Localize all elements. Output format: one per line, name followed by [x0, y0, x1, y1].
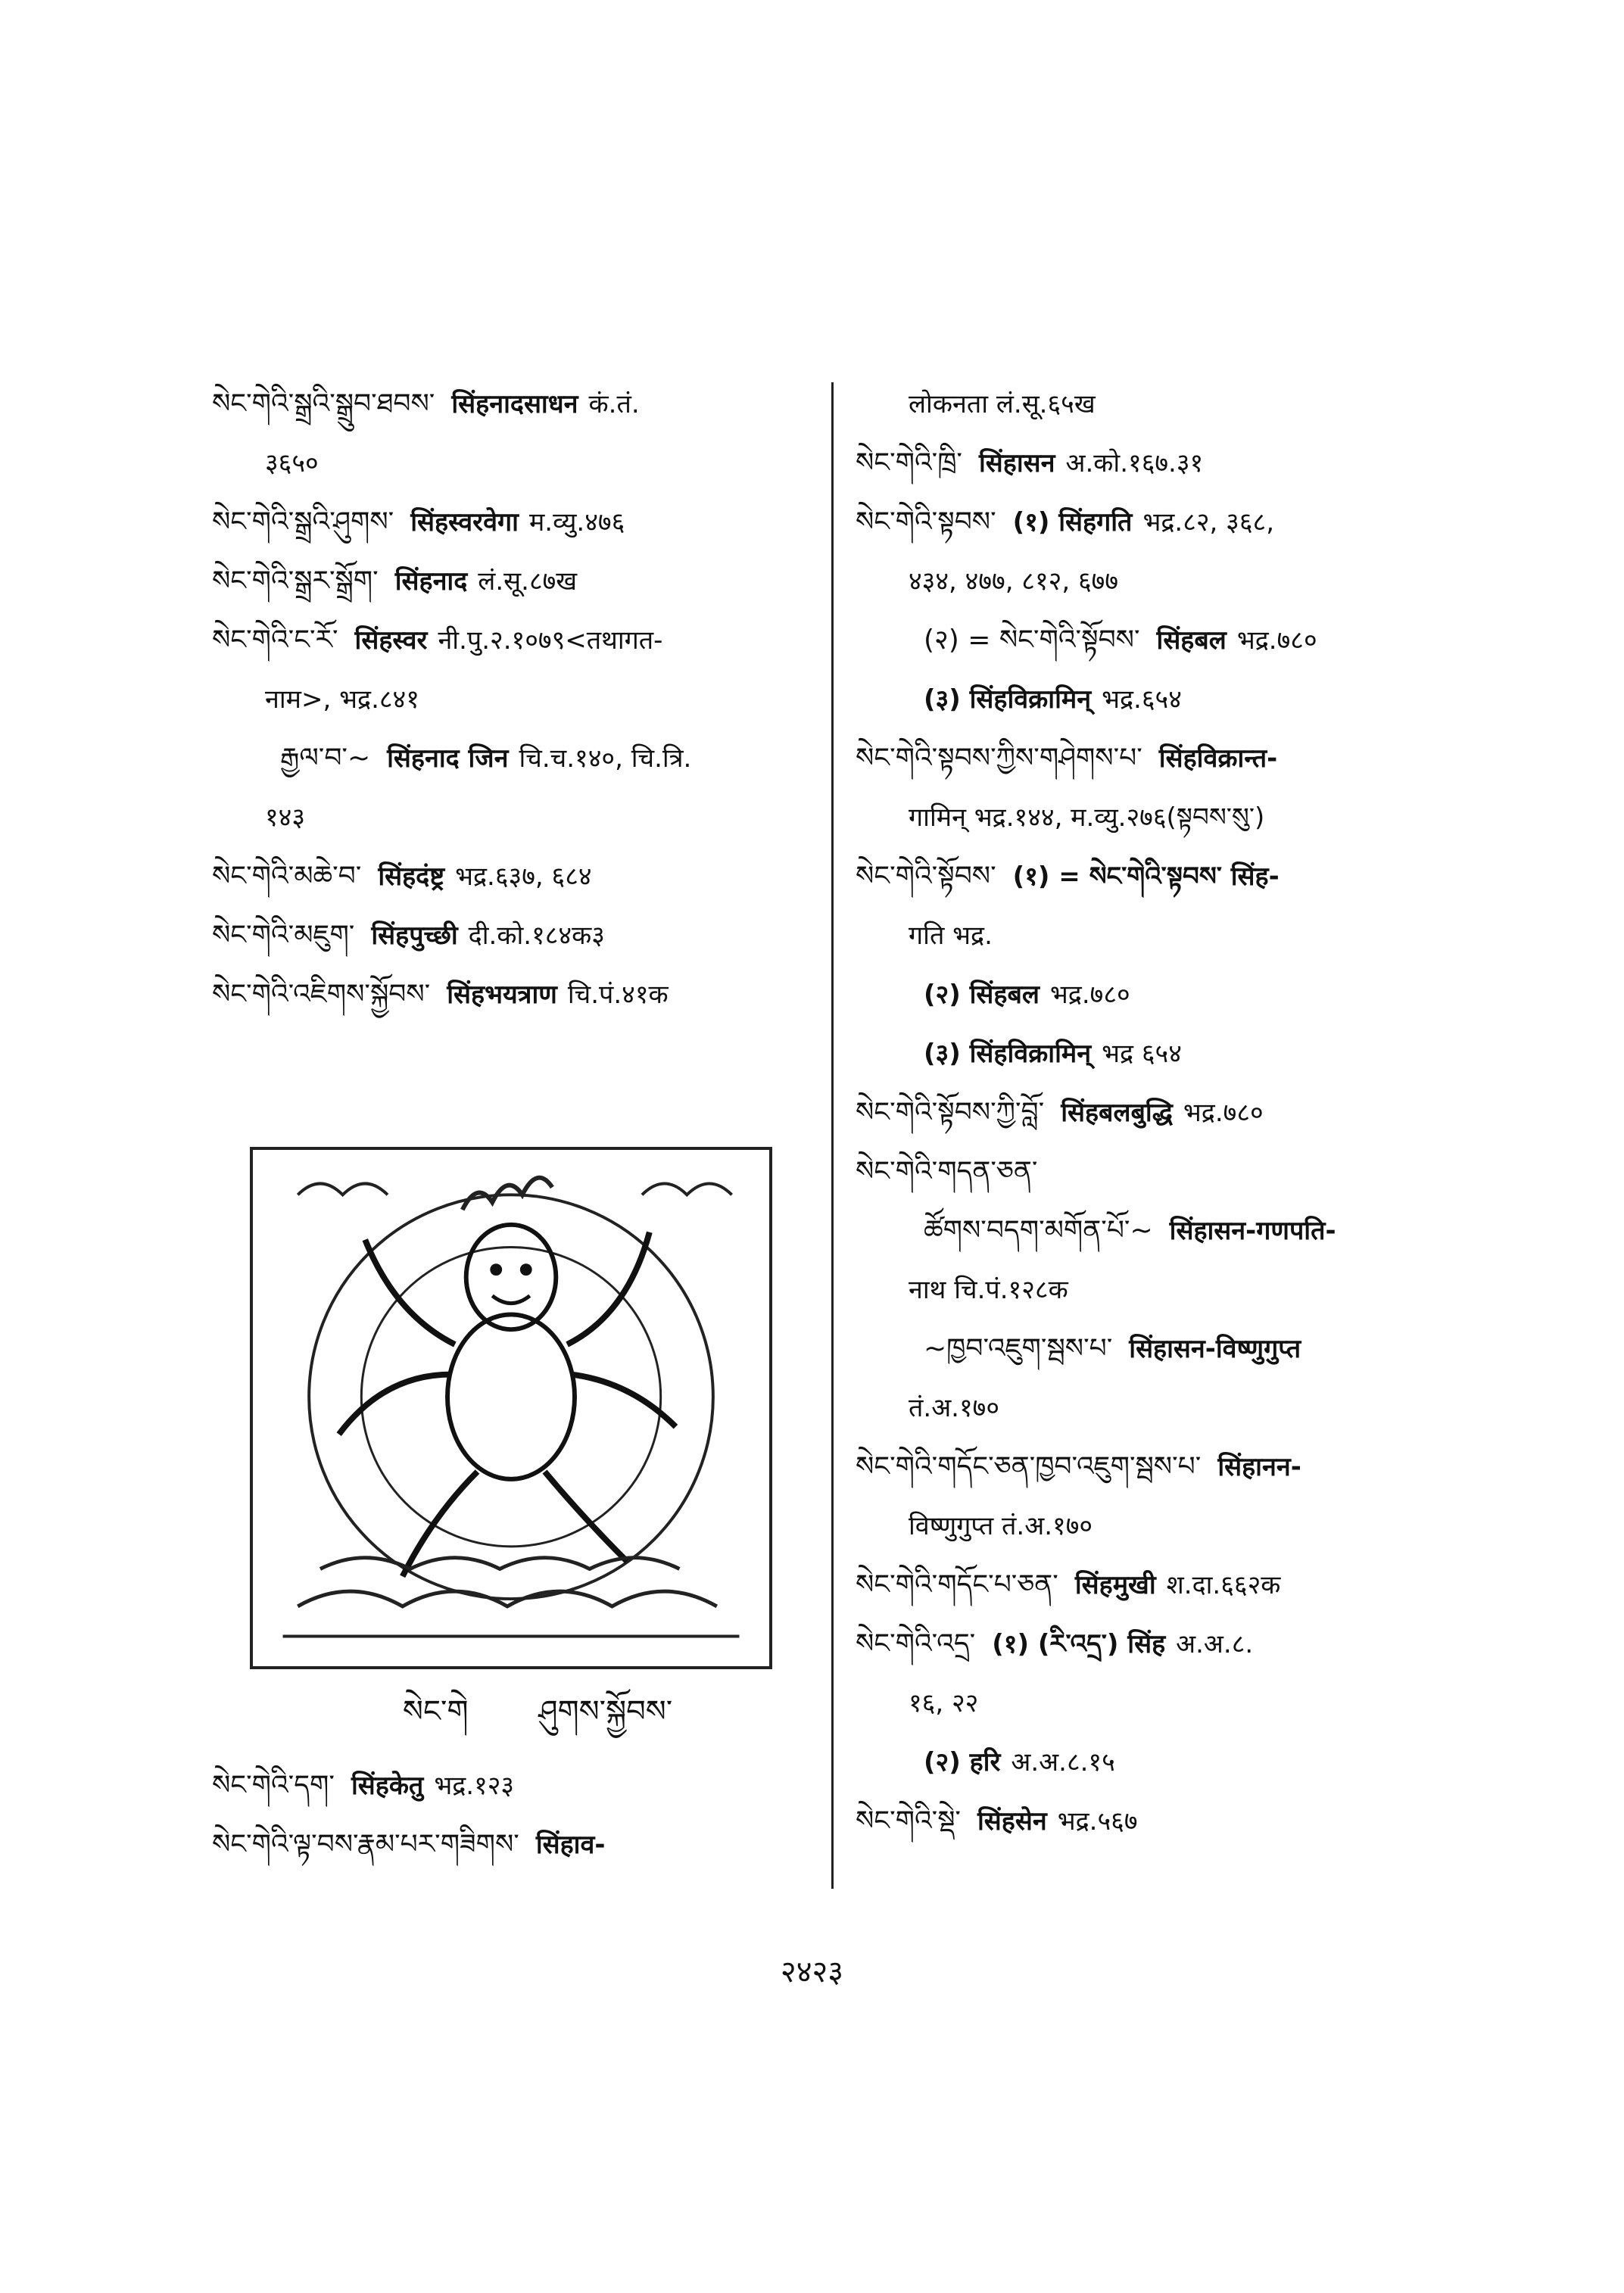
dictionary-entry [856, 1615, 1461, 1674]
sanskrit-equivalent: सिंहनाद [394, 566, 468, 597]
sanskrit-equivalent: सिंहासन [978, 448, 1055, 478]
sanskrit-equivalent: सिंहदंष्ट्र [378, 861, 445, 892]
tibetan-headword: ཚོགས་བདག་མགོན་པོ་~ [924, 1215, 1153, 1246]
dictionary-entry [856, 1733, 1461, 1792]
entry-continuation: ४३४, ४७७, ८१२, ६७७ [909, 566, 1119, 597]
dictionary-entry [856, 1674, 1461, 1733]
source-reference: भद्र.१२३ [434, 1771, 515, 1801]
tibetan-headword: སེང་གེའི་སྟབས་ཀྱིས་གཤེགས་པ་ [856, 743, 1142, 774]
tibetan-headword: སེང་གེའི་དག་ [212, 1770, 335, 1801]
tibetan-headword: (२) = སེང་གེའི་སྟོབས་ [924, 625, 1140, 656]
tibetan-headword: སེང་གེའི་སྡེ་ [856, 1805, 961, 1837]
figure-caption [341, 1677, 734, 1762]
dictionary-entry [856, 670, 1461, 729]
tibetan-headword: སེང་གེའི་ཁྲི་ [856, 447, 962, 478]
sanskrit-equivalent: सिंहभयत्राण [447, 980, 557, 1010]
source-reference: चि.पं.४१क [567, 980, 669, 1010]
source-reference: भद्र.६५४ [1102, 684, 1182, 715]
source-reference: भद्र.६३७, ६८४ [455, 861, 592, 892]
sanskrit-equivalent: सिंहस्वरवेगा [410, 507, 519, 537]
sanskrit-equivalent: सिंहासन-गणपति- [1169, 1216, 1336, 1246]
source-reference: अ.अ.८. [1176, 1629, 1254, 1659]
dictionary-entry [212, 375, 818, 434]
dictionary-entry [212, 493, 818, 552]
tibetan-headword: སེང་གེའི་འཇིགས་སྐྱོབས་ [212, 979, 431, 1010]
sanskrit-equivalent: (१) (རི་འདྲ་) सिंह [992, 1629, 1166, 1659]
entry-continuation: ३६५० [265, 448, 319, 478]
source-reference: दी.को.१८४क३ [468, 921, 605, 951]
entry-continuation: १६, २२ [909, 1688, 979, 1718]
entry-continuation: १४३ [265, 802, 306, 833]
source-reference: भद्र.७८० [1183, 1098, 1264, 1128]
page-number: २४२३ [780, 1955, 844, 1989]
dictionary-entry [212, 434, 818, 493]
source-reference: लं.सू.८७ख [478, 566, 578, 597]
dictionary-entry [856, 434, 1461, 493]
caption-word-1: སེང་གེ [402, 1694, 469, 1729]
dictionary-entry [856, 1083, 1461, 1142]
source-reference: म.व्यु.४७६ [528, 507, 625, 537]
sanskrit-equivalent: (३) सिंहविक्रामिन् [924, 1039, 1092, 1069]
column-divider [831, 382, 834, 1889]
dictionary-entry [856, 1142, 1461, 1201]
tibetan-headword: སེང་གེའི་ང་རོ་ [212, 625, 338, 656]
tibetan-headword: སེང་གེའི་སྒྲར་སྒྲོག་ [212, 565, 379, 597]
tibetan-headword: སེང་གེའི་སྟོབས་ [856, 861, 996, 892]
dictionary-entry [856, 1379, 1461, 1438]
dictionary-entry [856, 847, 1461, 906]
dictionary-entry [856, 375, 1461, 434]
source-reference: श.दा.६६२क [1166, 1570, 1281, 1600]
entry-continuation: तं.अ.१७० [909, 1393, 1000, 1423]
dictionary-entry [856, 552, 1461, 611]
dictionary-entry [856, 1438, 1461, 1497]
dictionary-entry [856, 906, 1461, 965]
sanskrit-equivalent: सिंहबल [1156, 625, 1227, 656]
dictionary-entry [212, 1815, 818, 1874]
dictionary-entry [212, 1756, 818, 1815]
tibetan-headword: ~ཁྱབ་འཇུག་སྦས་པ་ [924, 1333, 1113, 1364]
entry-continuation: गामिन् भद्र.१४४, म.व्यु.२७६(སྟབས་སུ་) [909, 802, 1265, 833]
dictionary-entry [212, 611, 818, 670]
dictionary-entry [856, 1319, 1461, 1379]
dictionary-entry [856, 965, 1461, 1024]
sanskrit-equivalent: सिंहपुच्छी [371, 921, 458, 951]
entry-continuation: विष्णुगुप्त तं.अ.१७० [909, 1511, 1093, 1541]
sanskrit-equivalent: सिंहनादसाधन [451, 389, 578, 419]
sanskrit-equivalent: (३) सिंहविक्रामिन् [924, 684, 1092, 715]
tibetan-headword: སེང་གེའི་གདོང་པ་ཅན་ [856, 1569, 1058, 1600]
left-column [212, 375, 818, 1024]
source-reference: कं.तं. [588, 389, 640, 419]
source-reference: भद्र.७८० [1236, 625, 1317, 656]
dictionary-entry [856, 1792, 1461, 1851]
sanskrit-equivalent: (१) सिंहगति [1012, 507, 1133, 537]
tibetan-headword: རྒྱལ་བ་~ [280, 743, 371, 774]
source-reference: चि.च.१४०, चि.त्रि. [519, 743, 692, 774]
tibetan-headword: སེང་གེའི་འདྲ་ [856, 1628, 976, 1659]
dictionary-entry [856, 1260, 1461, 1319]
dictionary-entry [212, 847, 818, 906]
sanskrit-equivalent: सिंहासन-विष्णुगुप्त [1129, 1334, 1301, 1364]
dictionary-entry [856, 788, 1461, 847]
dictionary-entry [212, 552, 818, 611]
tibetan-headword: སེང་གེའི་སྒྲའི་སྒྲུབ་ཐབས་ [212, 388, 435, 419]
sanskrit-equivalent: सिंहसेन [977, 1806, 1047, 1837]
dictionary-entry [856, 1497, 1461, 1556]
entry-continuation: गति भद्र. [909, 921, 993, 951]
tibetan-headword: སེང་གེའི་གདན་ཅན་ [856, 1156, 1038, 1187]
sanskrit-equivalent: सिंहानन- [1217, 1452, 1301, 1482]
dictionary-entry [212, 965, 818, 1024]
sanskrit-equivalent: सिंहमुखी [1074, 1570, 1156, 1600]
sanskrit-equivalent: (१) = སེང་གེའི་སྟབས་ सिंह- [1012, 861, 1280, 892]
tibetan-headword: སེང་གེའི་མཇུག་ [212, 920, 355, 951]
source-reference: नी.पु.२.१०७९<तथागत- [438, 625, 663, 656]
dictionary-entry [856, 1556, 1461, 1615]
tibetan-headword: སེང་གེའི་སྟབས་ [856, 506, 996, 537]
dictionary-entry [212, 670, 818, 729]
source-reference: भद्र.५६७ [1057, 1806, 1138, 1837]
dictionary-entry [856, 493, 1461, 552]
tibetan-headword: སེང་གེའི་མཆེ་བ་ [212, 861, 362, 892]
sanskrit-equivalent: (२) सिंहबल [924, 980, 1040, 1010]
left-column-continued [212, 1756, 818, 1874]
dictionary-entry [856, 729, 1461, 788]
dictionary-entry [856, 1024, 1461, 1083]
caption-word-2: ཤུགས་སྐྱོབས་ [538, 1694, 673, 1729]
dictionary-entry [212, 788, 818, 847]
deity-drawing [253, 1150, 769, 1666]
right-column [856, 375, 1461, 1851]
dictionary-entry [856, 611, 1461, 670]
sanskrit-equivalent: सिंहनाद जिन [387, 743, 509, 774]
source-reference: भद्र.७८० [1049, 980, 1130, 1010]
tibetan-headword: སེང་གེའི་ལྟ་བས་རྣམ་པར་གཟིགས་ [212, 1829, 519, 1860]
source-reference: भद्र.८२, ३६८, [1142, 507, 1275, 537]
sanskrit-equivalent: सिंहाव- [535, 1830, 606, 1860]
source-reference: अ.अ.८.१५ [1011, 1747, 1115, 1777]
sanskrit-equivalent: सिंहबलबुद्धि [1061, 1098, 1173, 1128]
tibetan-headword: སེང་གེའི་སྟོབས་ཀྱི་བློ་ [856, 1097, 1045, 1128]
dictionary-entry [212, 729, 818, 788]
sanskrit-equivalent: सिंहस्वर [354, 625, 428, 656]
tibetan-headword: སེང་གེའི་སྒྲའི་ཤུགས་ [212, 506, 394, 537]
deity-illustration [250, 1147, 772, 1669]
source-reference: अ.को.१६७.३१ [1065, 448, 1204, 478]
sanskrit-equivalent: (२) हरि [924, 1747, 1001, 1777]
sanskrit-equivalent: सिंहविक्रान्त- [1158, 743, 1278, 774]
sanskrit-equivalent: सिंहकेतु [351, 1771, 424, 1801]
entry-continuation: नाथ चि.पं.१२८क [909, 1275, 1068, 1305]
tibetan-headword: སེང་གེའི་གདོང་ཅན་ཁྱབ་འཇུག་སྦས་པ་ [856, 1451, 1202, 1482]
source-reference: भद्र ६५४ [1102, 1039, 1182, 1069]
dictionary-entry [212, 906, 818, 965]
dictionary-entry [856, 1201, 1461, 1260]
entry-continuation: नाम>, भद्र.८४१ [265, 684, 419, 715]
entry-continuation: लोकनता लं.सू.६५ख [909, 389, 1096, 419]
